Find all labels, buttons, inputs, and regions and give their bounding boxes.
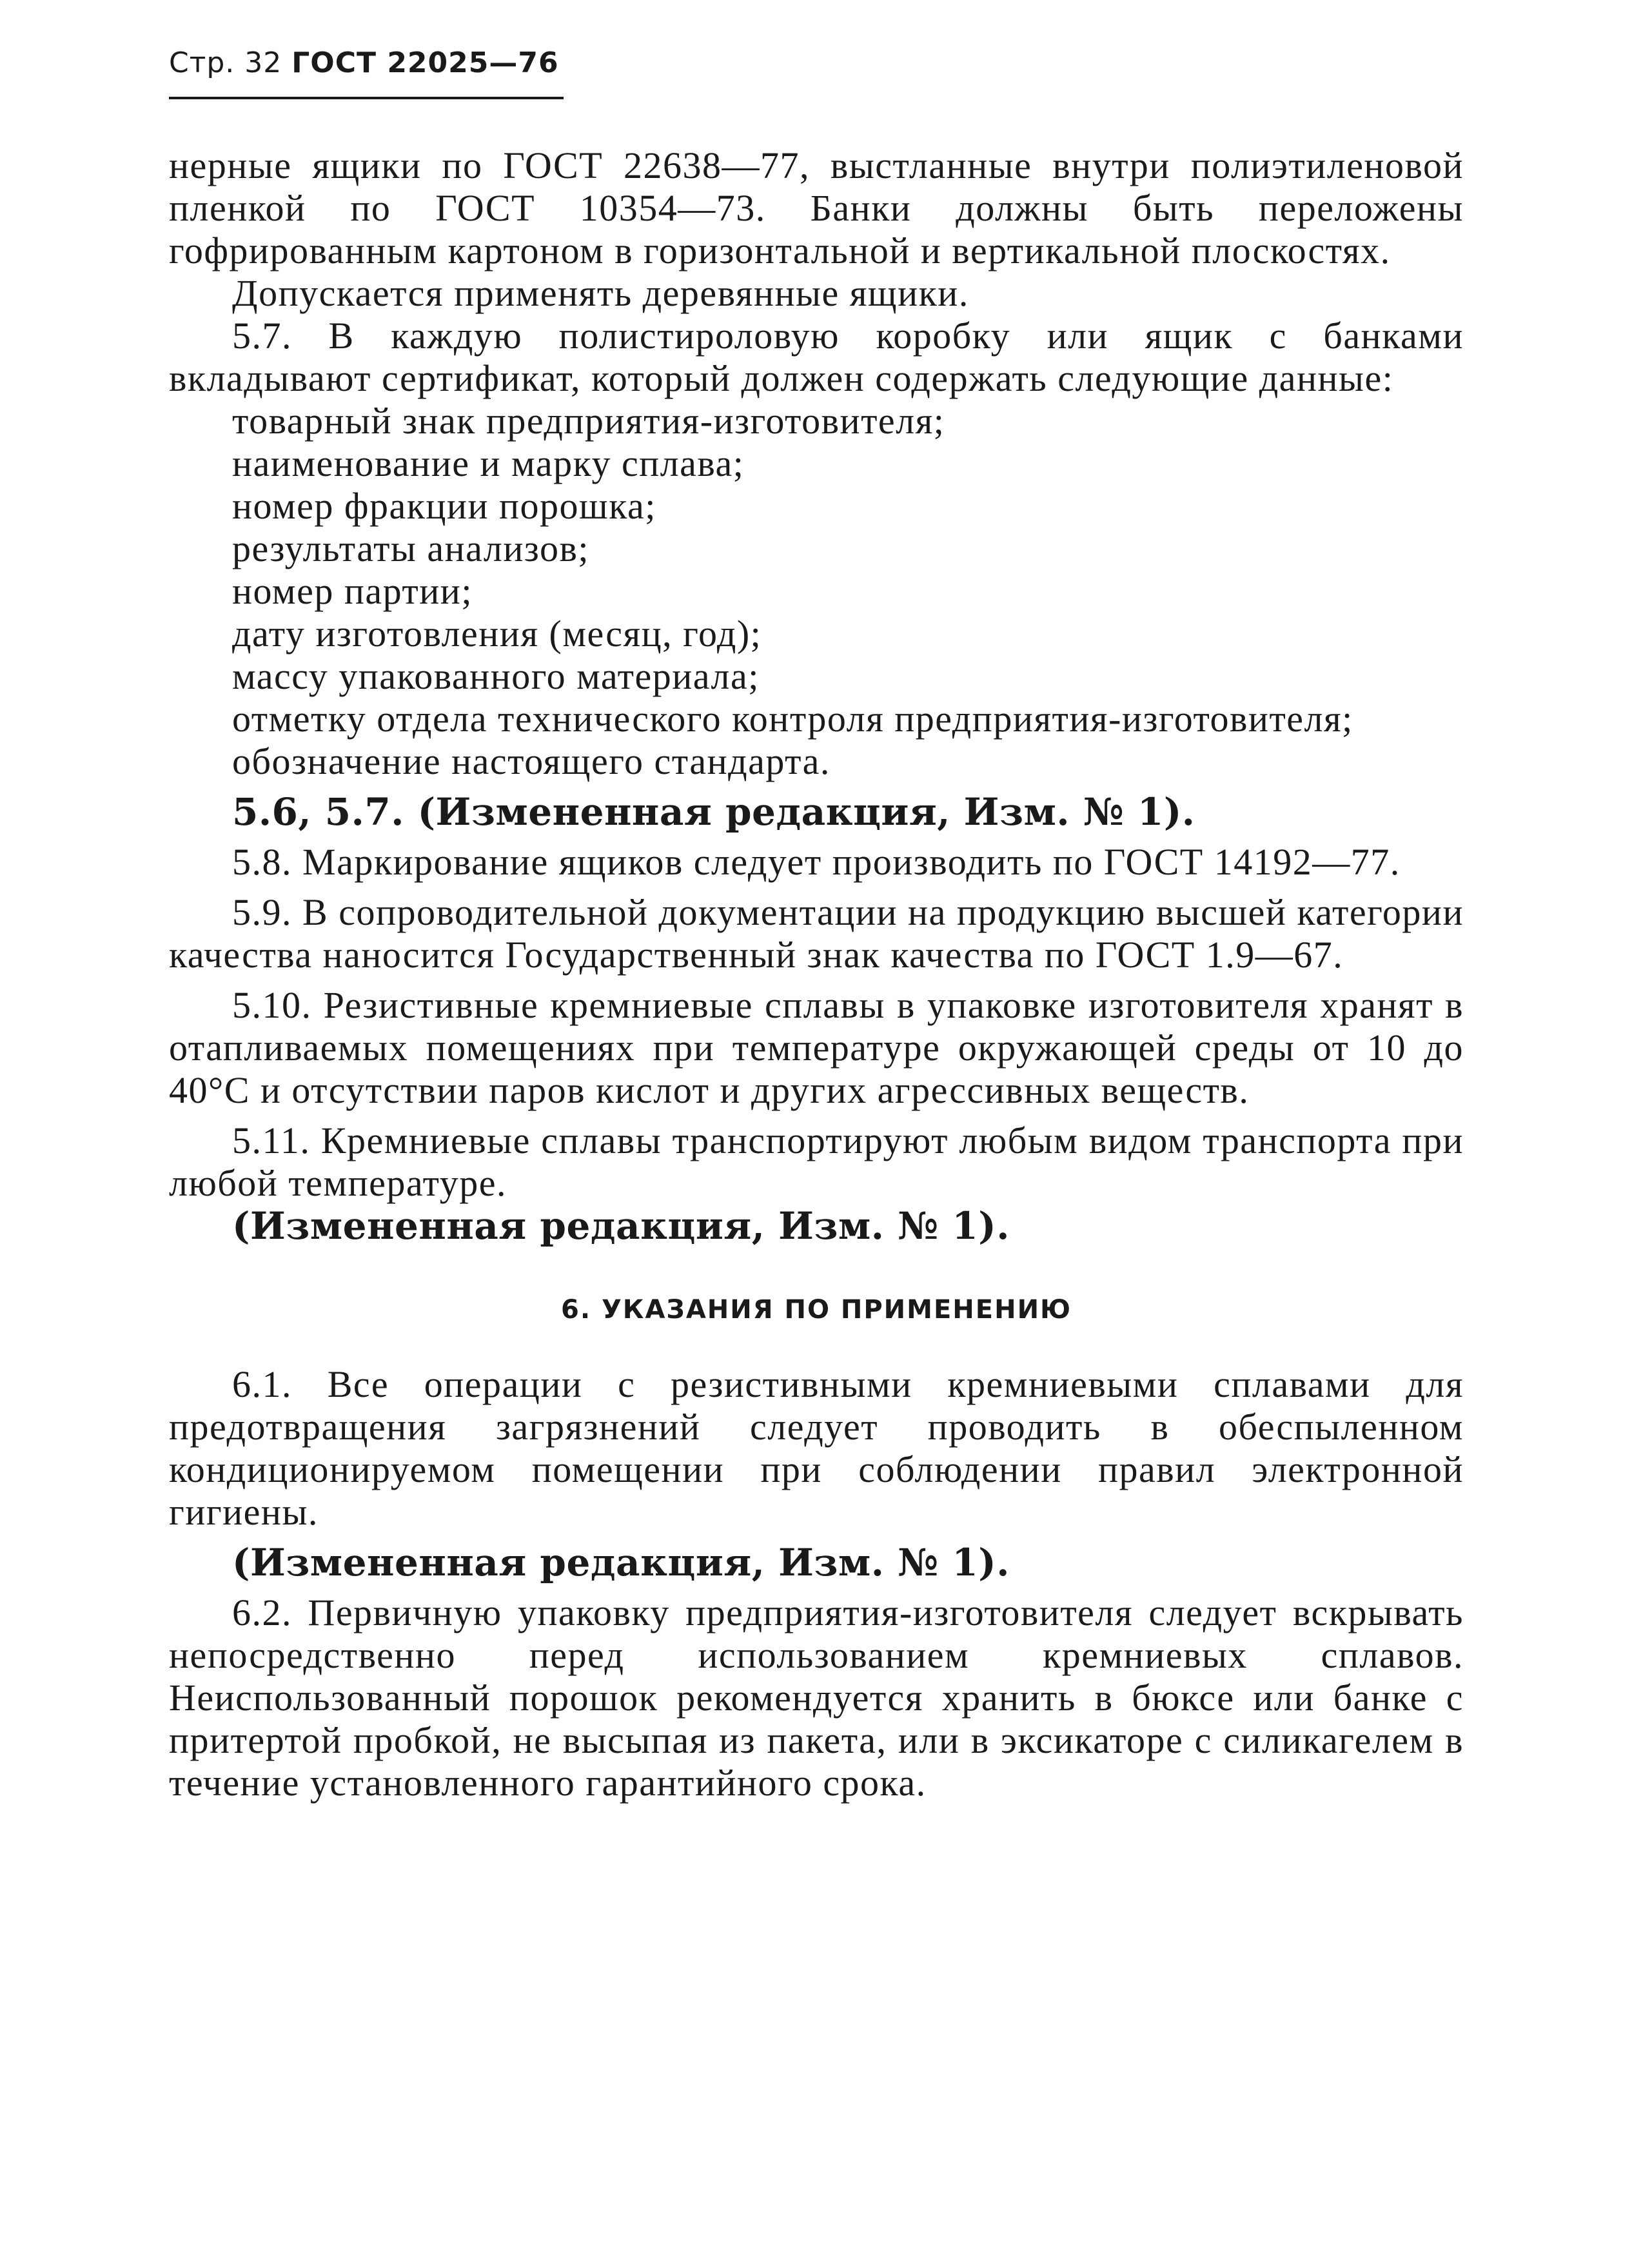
- paragraph-5-10: 5.10. Резистивные кремниевые сплавы в упаковке изготовителя хранят в отапливаемых помещениях при температуре окружающей среды от 10 до 40°С и отсутствии паров кислот и других агрессивных веществ.: [169, 984, 1464, 1111]
- paragraph-5-9: 5.9. В сопроводительной документации на продукцию высшей категории качества наносится Государственный знак качества по ГОСТ 1.9—67.: [169, 891, 1464, 976]
- paragraph-6-1: 6.1. Все операции с резистивными кремниевыми сплавами для предотвращения загрязнений следует проводить в обеспыленном кондиционируемом помещении при соблюдении правил электронной гигиены.: [169, 1363, 1464, 1533]
- paragraph-wooden-boxes: Допускается применять деревянные ящики.: [232, 272, 969, 314]
- amendment-note-5-6-5-7: 5.6, 5.7. (Измененная редакция, Изм. № 1).: [232, 790, 1195, 834]
- certificate-item: массу упакованного материала;: [232, 655, 760, 697]
- amendment-note-5-11: (Измененная редакция, Изм. № 1).: [232, 1204, 1010, 1248]
- certificate-item: обозначение настоящего стандарта.: [232, 740, 831, 782]
- paragraph-6-2: 6.2. Первичную упаковку предприятия-изготовителя следует вскрывать непосредственно перед использованием кремниевых сплавов. Неиспользованный порошок рекомендуется хранить в бюксе или банке с притертой пробкой, не высыпая из пакета, или в эксикаторе с силикагелем в течение установленного гарантийного срока.: [169, 1592, 1464, 1804]
- amendment-note-6-1: (Измененная редакция, Изм. № 1).: [232, 1541, 1010, 1584]
- header-rule: [169, 97, 564, 99]
- running-head: [169, 46, 559, 79]
- body-text: [169, 144, 1464, 1804]
- certificate-item: наименование и марку сплава;: [232, 442, 745, 484]
- certificate-item: номер фракции порошка;: [232, 485, 656, 527]
- section-6-heading: 6. УКАЗАНИЯ ПО ПРИМЕНЕНИЮ: [560, 1295, 1072, 1325]
- paragraph-5-11: 5.11. Кремниевые сплавы транспортируют любым видом транспорта при любой температуре.: [169, 1120, 1464, 1204]
- paragraph-5-8: 5.8. Маркирование ящиков следует производить по ГОСТ 14192—77.: [232, 841, 1401, 883]
- paragraph-continued: нерные ящики по ГОСТ 22638—77, выстланные внутри полиэтиленовой пленкой по ГОСТ 10354—73. Банки должны быть переложены гофрированным картоном в горизонтальной и вертикальной плоскостях.: [169, 144, 1464, 271]
- certificate-item: отметку отдела технического контроля предприятия-изготовителя;: [232, 698, 1353, 740]
- certificate-item: дату изготовления (месяц, год);: [232, 613, 762, 655]
- standard-designation: ГОСТ 22025—76: [291, 46, 559, 79]
- paragraph-5-7: 5.7. В каждую полистироловую коробку или ящик с банками вкладывают сертификат, который должен содержать следующие данные:: [169, 315, 1464, 399]
- certificate-item: результаты анализов;: [232, 528, 589, 569]
- page-number-label: Стр. 32: [169, 46, 282, 79]
- certificate-item: товарный знак предприятия-изготовителя;: [232, 400, 945, 442]
- certificate-item: номер партии;: [232, 570, 473, 612]
